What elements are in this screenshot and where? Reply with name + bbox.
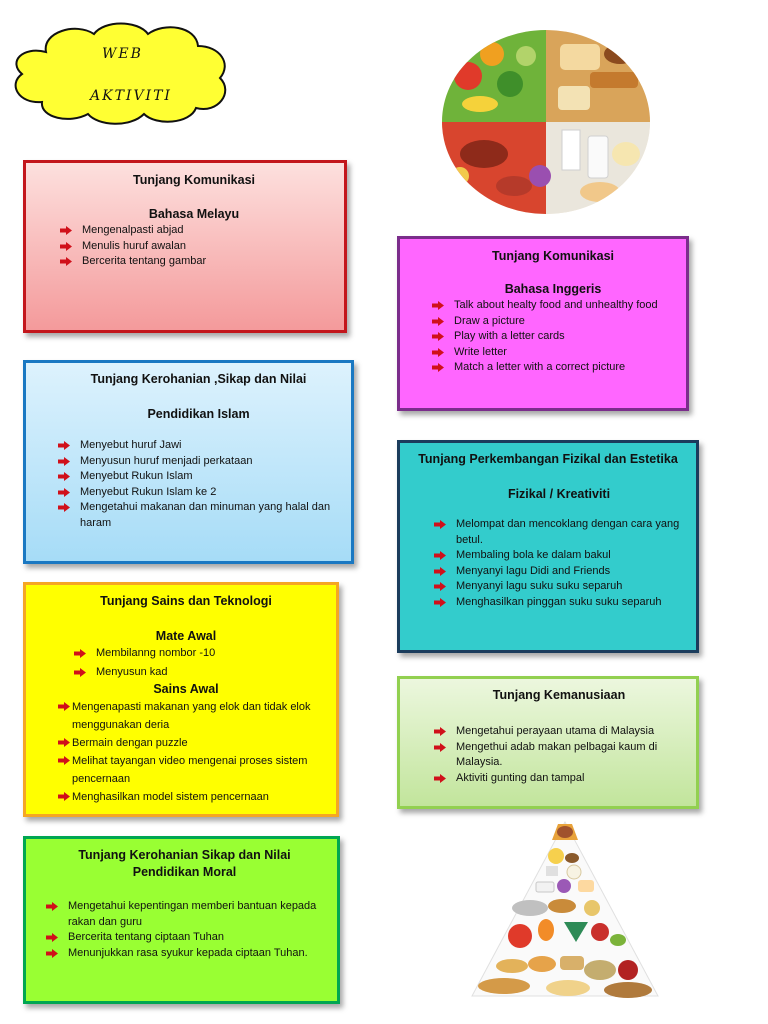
list-item: Bercerita tentang gambar: [58, 254, 330, 270]
title-cloud: [6, 18, 236, 128]
red-arrow-bullet-icon: [58, 457, 70, 466]
list-item: Melompat dan mencoklang dengan cara yang betul.: [432, 517, 686, 548]
list-item: Mengenalpasti abjad: [58, 223, 330, 239]
red-arrow-bullet-icon: [434, 551, 446, 560]
list-item: Menyebut Rukun Islam ke 2: [56, 485, 341, 501]
red-arrow-bullet-icon: [432, 301, 444, 310]
red-arrow-bullet-icon: [434, 567, 446, 576]
red-arrow-bullet-icon: [58, 472, 70, 481]
item-list: [44, 899, 325, 961]
list-item: Menghasilkan model sistem pencernaan: [58, 788, 326, 806]
item-list-mate: [72, 644, 326, 682]
box-pendidikan-moral: [23, 836, 340, 1004]
box-subject: Bahasa Melayu: [148, 207, 240, 221]
red-arrow-bullet-icon: [74, 649, 86, 658]
red-arrow-bullet-icon: [432, 332, 444, 341]
box-title: Tunjang Kemanusiaan: [492, 688, 626, 702]
red-arrow-bullet-icon: [432, 348, 444, 357]
list-item: Mengetahui perayaan utama di Malaysia: [432, 724, 686, 740]
box-title: Tunjang Komunikasi: [492, 249, 614, 263]
cloud-title-line1: WEB: [102, 46, 143, 62]
red-arrow-bullet-icon: [58, 441, 70, 450]
red-arrow-bullet-icon: [434, 520, 446, 529]
box-title: Tunjang Komunikasi: [133, 173, 255, 187]
red-arrow-bullet-icon: [74, 668, 86, 677]
box-title: Tunjang Kerohanian Sikap dan Nilai: [78, 848, 291, 862]
list-item: Melihat tayangan video mengenai proses sistem pencernaan: [58, 752, 326, 788]
list-item: Write letter: [430, 345, 676, 361]
list-item: Talk about healty food and unhealthy food: [430, 298, 676, 314]
box-title: Tunjang Sains dan Teknologi: [100, 594, 272, 608]
box-pendidikan-islam: [23, 360, 354, 564]
box-kemanusiaan: [397, 676, 699, 809]
list-item: Menunjukkan rasa syukur kepada ciptaan Tuhan.: [44, 946, 325, 962]
box-title: Tunjang Perkembangan Fizikal dan Estetika: [418, 452, 678, 466]
box-subject-sains: Sains Awal: [153, 682, 219, 696]
food-pyramid-illustration: [460, 820, 670, 1002]
box-subject-mate: Mate Awal: [155, 629, 217, 643]
item-list-sains: [58, 698, 326, 806]
item-list: [432, 517, 686, 610]
red-arrow-bullet-icon: [60, 242, 72, 251]
red-arrow-bullet-icon: [434, 582, 446, 591]
red-arrow-bullet-icon: [434, 774, 446, 783]
box-title: Tunjang Kerohanian ,Sikap dan Nilai: [90, 372, 307, 386]
item-list: [56, 438, 341, 531]
red-arrow-bullet-icon: [60, 226, 72, 235]
red-arrow-bullet-icon: [46, 949, 58, 958]
item-list: [432, 724, 686, 786]
box-bahasa-melayu: [23, 160, 347, 333]
list-item: Menyanyi lagu suku suku separuh: [432, 579, 686, 595]
list-item: Match a letter with a correct picture: [430, 360, 676, 376]
red-arrow-bullet-icon: [58, 503, 70, 512]
red-arrow-bullet-icon: [58, 792, 70, 801]
list-item: Aktiviti gunting dan tampal: [432, 771, 686, 787]
box-fizikal-kreativiti: [397, 440, 699, 653]
list-item: Menyebut huruf Jawi: [56, 438, 341, 454]
red-arrow-bullet-icon: [58, 702, 70, 711]
box-sains-teknologi: [23, 582, 339, 817]
cloud-title-line2: AKTIVITI: [90, 88, 172, 104]
red-arrow-bullet-icon: [432, 363, 444, 372]
red-arrow-bullet-icon: [432, 317, 444, 326]
red-arrow-bullet-icon: [434, 598, 446, 607]
red-arrow-bullet-icon: [60, 257, 72, 266]
box-subject: Pendidikan Islam: [147, 407, 250, 421]
list-item: Menyusun huruf menjadi perkataan: [56, 454, 341, 470]
cloud-shape: [6, 18, 236, 128]
list-item: Menulis huruf awalan: [58, 239, 330, 255]
red-arrow-bullet-icon: [434, 727, 446, 736]
list-item: Mengenapasti makanan yang elok dan tidak elok menggunakan deria: [58, 698, 326, 734]
list-item: Membilanng nombor -10: [72, 644, 326, 663]
red-arrow-bullet-icon: [58, 488, 70, 497]
list-item: Menghasilkan pinggan suku suku separuh: [432, 595, 686, 611]
box-subject: Pendidikan Moral: [132, 865, 237, 879]
list-item: Mengethui adab makan pelbagai kaum di Malaysia.: [432, 740, 686, 771]
list-item: Mengetahui kepentingan memberi bantuan kepada rakan dan guru: [44, 899, 325, 930]
box-subject: Fizikal / Kreativiti: [507, 487, 611, 501]
list-item: Bercerita tentang ciptaan Tuhan: [44, 930, 325, 946]
item-list: [430, 298, 676, 376]
red-arrow-bullet-icon: [46, 902, 58, 911]
item-list: [58, 223, 330, 270]
list-item: Mengetahui makanan dan minuman yang halal dan haram: [56, 500, 341, 531]
food-plate-illustration: [440, 26, 652, 216]
red-arrow-bullet-icon: [434, 743, 446, 752]
red-arrow-bullet-icon: [58, 756, 70, 765]
list-item: Menyanyi lagu Didi and Friends: [432, 564, 686, 580]
box-bahasa-inggeris: [397, 236, 689, 411]
list-item: Draw a picture: [430, 314, 676, 330]
list-item: Menyebut Rukun Islam: [56, 469, 341, 485]
box-subject: Bahasa Inggeris: [504, 282, 602, 296]
list-item: Bermain dengan puzzle: [58, 734, 326, 752]
list-item: Membaling bola ke dalam bakul: [432, 548, 686, 564]
red-arrow-bullet-icon: [58, 738, 70, 747]
red-arrow-bullet-icon: [46, 933, 58, 942]
list-item: Play with a letter cards: [430, 329, 676, 345]
list-item: Menyusun kad: [72, 663, 326, 682]
